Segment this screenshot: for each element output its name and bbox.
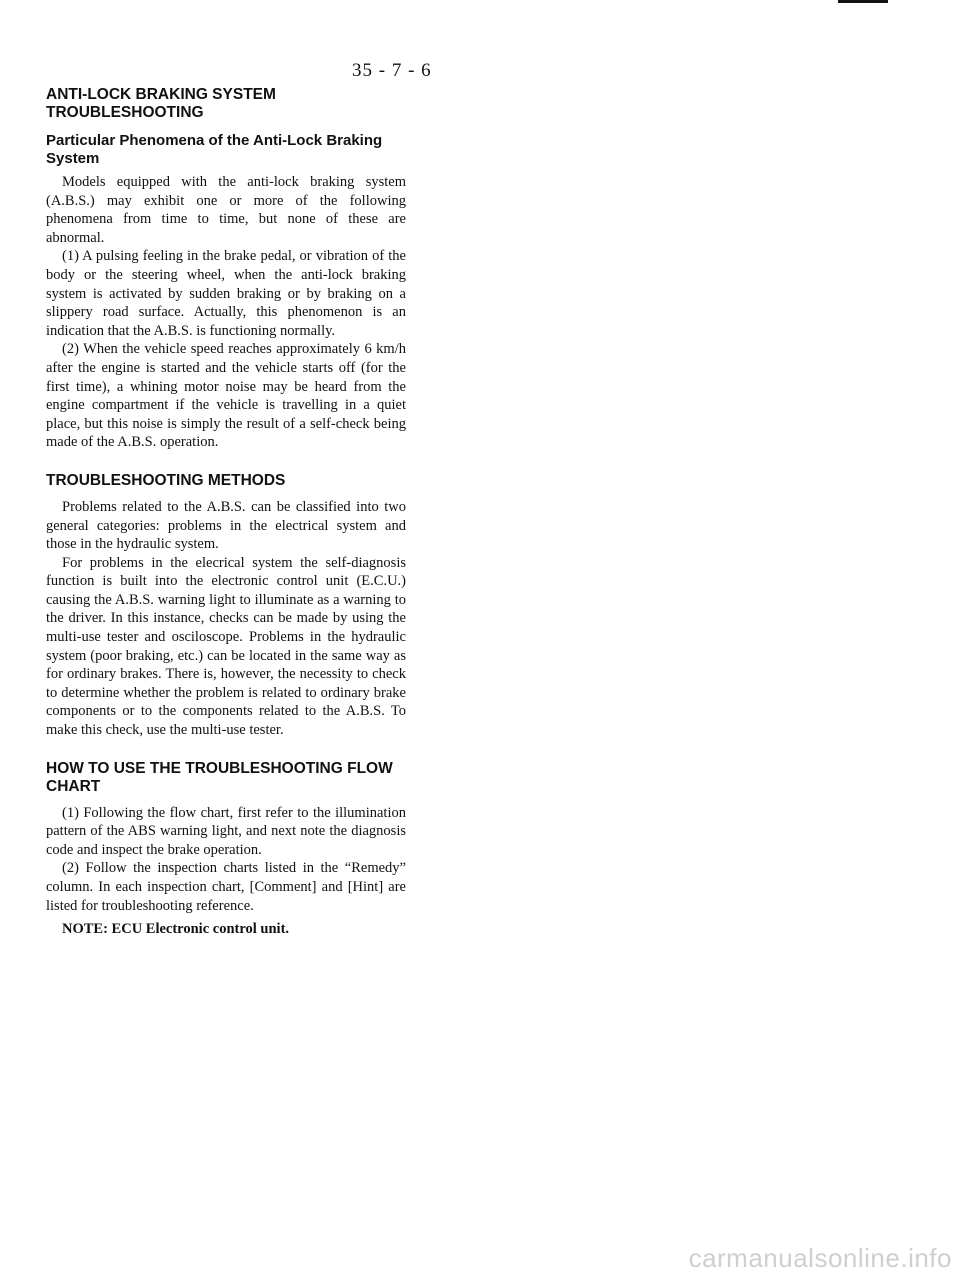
page-number: 35 - 7 - 6 xyxy=(352,60,432,81)
flowchart-item-2: (2) Follow the inspection charts listed in the “Remedy” column. In each inspection chart, [Comment] and [Hint] are listed for troubleshooting reference. xyxy=(46,860,406,914)
methods-paragraph-1: Problems related to the A.B.S. can be classified into two general categories: problems in the electrical system and those in the hydraulic system. xyxy=(46,498,406,553)
methods-heading: TROUBLESHOOTING METHODS xyxy=(46,471,286,489)
corner-scan-mark xyxy=(838,0,888,3)
site-watermark: carmanualsonline.info xyxy=(688,1243,952,1273)
flowchart-item-1: (1) Following the flow chart, first refer to the illumination pattern of the ABS warning light, and next note the diagnosis code and inspect the brake operation. xyxy=(46,804,406,858)
phenomena-intro: Models equipped with the anti-lock braking system (A.B.S.) may exhibit one or more of the following phenomena from time to time, but none of these are abnormal. xyxy=(46,174,406,246)
main-heading: ANTI-LOCK BRAKING SYSTEM TROUBLESHOOTING xyxy=(46,86,276,121)
methods-paragraph-2: For problems in the elecrical system the self-diagnosis function is built into the electronic control unit (E.C.U.) causing the A.B.S. warning light to illuminate as a warning to the driver. In this instance, checks can be made by using the multi-use tester and osciloscope. Problems in the hydraulic system (poor braking, etc.) can be located in the same way as for ordinary brakes. There is, however, the necessity to check to determine whether the problem is related to ordinary brake components or to the components related to the A.B.S. To make this check, use the multi-use tester. xyxy=(46,554,406,739)
flowchart-note: NOTE: ECU Electronic control unit. xyxy=(62,921,290,938)
phenomena-item-1: (1) A pulsing feeling in the brake pedal, or vibration of the body or the steering wheel, when the anti-lock braking system is activated by sudden braking or by braking on a slippery road surface. Actually, this phenomenon is an indication that the A.B.S. is functioning normally. xyxy=(46,248,406,339)
phenomena-subheading: Particular Phenomena of the Anti-Lock Braking System xyxy=(46,132,383,167)
flowchart-heading: HOW TO USE THE TROUBLESHOOTING FLOW CHART xyxy=(46,759,393,795)
main-column xyxy=(46,86,406,939)
phenomena-item-2: (2) When the vehicle speed reaches approximately 6 km/h after the engine is started and the vehicle starts off (for the first time), a whining motor noise may be heard from the engine compartment if the vehicle is travelling in a quiet place, but this noise is simply the result of a self-check being made of the A.B.S. operation. xyxy=(46,341,406,451)
